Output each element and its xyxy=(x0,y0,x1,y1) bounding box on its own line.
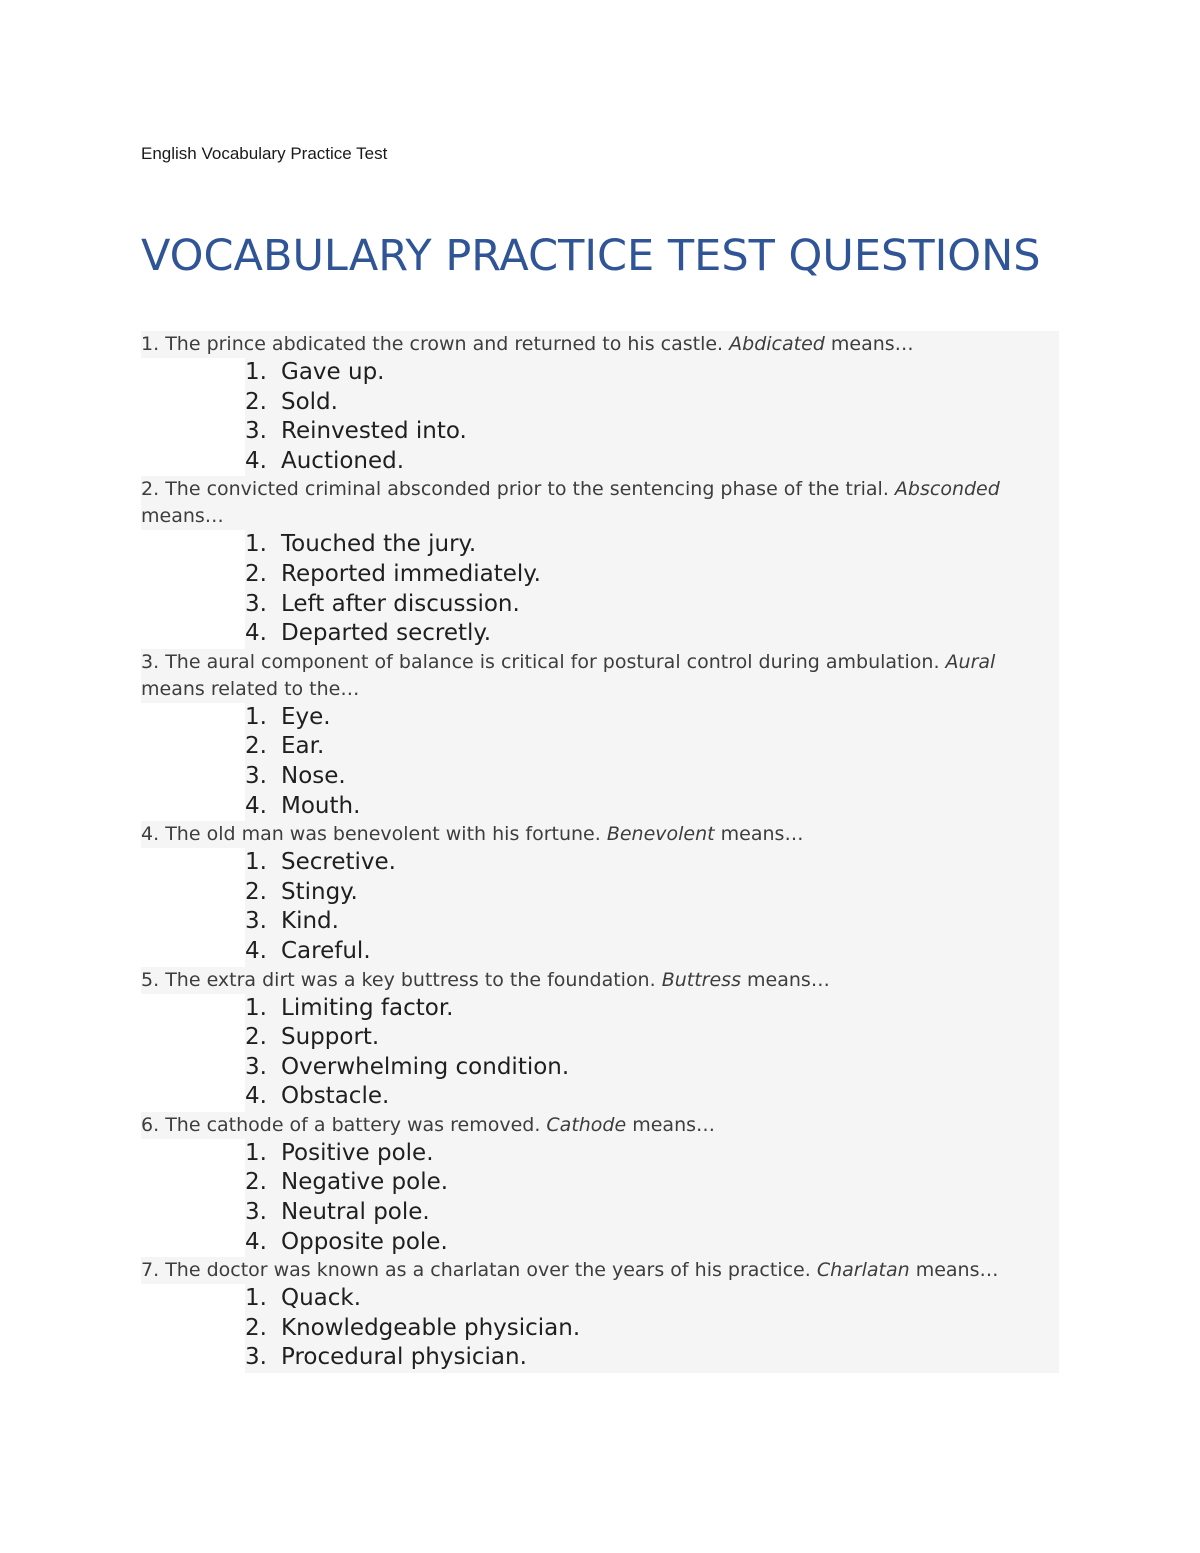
option-label: Ear. xyxy=(281,733,325,760)
option-label: Neutral pole. xyxy=(281,1199,430,1226)
question-prompt: means… xyxy=(830,333,914,355)
question-sentence: The aural component of balance is critical for postural control during ambulation. xyxy=(165,650,940,673)
question-block xyxy=(141,1257,1059,1373)
answer-options xyxy=(141,994,1059,1112)
question-number: 6. xyxy=(141,1113,160,1136)
vocabulary-term: Absconded xyxy=(894,478,1000,501)
questions-list xyxy=(141,331,1059,1373)
question-block xyxy=(141,649,1059,821)
answer-options xyxy=(141,1139,1059,1257)
question-sentence: The prince abdicated the crown and returned to his castle. xyxy=(165,333,724,355)
vocabulary-term: Charlatan xyxy=(816,1259,910,1282)
vocabulary-term: Abdicated xyxy=(729,333,825,355)
question-prompt: means… xyxy=(720,823,804,846)
option-number: 2. xyxy=(245,388,267,415)
question-number: 5. xyxy=(141,968,160,991)
answer-option xyxy=(245,1228,1059,1258)
answer-option xyxy=(245,1314,1059,1344)
question-block xyxy=(141,331,1059,476)
option-label: Positive pole. xyxy=(281,1139,434,1166)
question-prompt: means… xyxy=(632,1113,716,1136)
answer-option xyxy=(245,358,1059,388)
answer-option xyxy=(245,907,1059,937)
option-number: 1. xyxy=(245,359,267,385)
vocabulary-term: Benevolent xyxy=(606,823,715,846)
option-number: 1. xyxy=(245,531,267,558)
option-number: 3. xyxy=(245,1344,267,1371)
option-label: Reported immediately. xyxy=(281,560,541,587)
answer-option xyxy=(245,388,1059,418)
option-number: 4. xyxy=(245,447,267,474)
question-prompt: means related to the… xyxy=(141,677,360,700)
answer-option xyxy=(245,1082,1059,1112)
option-label: Left after discussion. xyxy=(281,590,520,617)
option-label: Negative pole. xyxy=(281,1169,449,1196)
answer-options xyxy=(141,358,1059,476)
option-label: Eye. xyxy=(281,703,331,730)
answer-option xyxy=(245,1343,1059,1373)
answer-option xyxy=(245,1198,1059,1228)
question-sentence: The cathode of a battery was removed. xyxy=(165,1113,541,1136)
option-label: Departed secretly. xyxy=(281,620,492,647)
question-text xyxy=(141,1112,1059,1139)
question-number: 1. xyxy=(141,333,160,355)
question-block xyxy=(141,821,1059,966)
question-number: 2. xyxy=(141,478,160,501)
answer-option xyxy=(245,1023,1059,1053)
answer-option xyxy=(245,703,1059,733)
question-text xyxy=(141,649,1059,703)
option-number: 1. xyxy=(245,1139,267,1166)
option-number: 3. xyxy=(245,418,267,445)
question-sentence: The old man was benevolent with his fortune. xyxy=(165,823,601,846)
question-text xyxy=(141,1257,1059,1284)
option-label: Opposite pole. xyxy=(281,1228,448,1255)
option-number: 2. xyxy=(245,1314,267,1341)
question-text xyxy=(141,331,1059,358)
question-number: 3. xyxy=(141,650,160,673)
option-number: 2. xyxy=(245,878,267,905)
option-label: Procedural physician. xyxy=(281,1344,527,1371)
option-label: Secretive. xyxy=(281,849,396,876)
answer-option xyxy=(245,1053,1059,1083)
answer-option xyxy=(245,447,1059,477)
option-label: Careful. xyxy=(281,937,371,964)
answer-option xyxy=(245,994,1059,1024)
question-sentence: The doctor was known as a charlatan over the years of his practice. xyxy=(165,1259,811,1282)
vocabulary-term: Aural xyxy=(945,650,996,673)
question-sentence: The extra dirt was a key buttress to the foundation. xyxy=(165,968,656,991)
answer-option xyxy=(245,937,1059,967)
question-block xyxy=(141,967,1059,1112)
option-number: 3. xyxy=(245,908,267,935)
document-header: English Vocabulary Practice Test xyxy=(141,144,388,163)
answer-option xyxy=(245,762,1059,792)
question-text xyxy=(141,476,1059,530)
vocabulary-term: Cathode xyxy=(546,1113,627,1136)
answer-option xyxy=(245,560,1059,590)
option-number: 4. xyxy=(245,1083,267,1110)
question-block xyxy=(141,1112,1059,1257)
question-prompt: means… xyxy=(915,1259,999,1282)
option-label: Stingy. xyxy=(281,878,358,905)
option-number: 1. xyxy=(245,1285,267,1312)
option-number: 2. xyxy=(245,560,267,587)
question-block xyxy=(141,476,1059,648)
option-number: 3. xyxy=(245,590,267,617)
option-number: 4. xyxy=(245,937,267,964)
answer-option xyxy=(245,848,1059,878)
option-number: 1. xyxy=(245,703,267,730)
option-label: Limiting factor. xyxy=(281,994,454,1021)
answer-option xyxy=(245,1284,1059,1314)
option-number: 4. xyxy=(245,1228,267,1255)
option-label: Sold. xyxy=(281,388,338,415)
answer-option xyxy=(245,1139,1059,1169)
answer-option xyxy=(245,1168,1059,1198)
answer-option xyxy=(245,619,1059,649)
option-label: Reinvested into. xyxy=(281,418,467,445)
answer-option xyxy=(245,732,1059,762)
question-number: 7. xyxy=(141,1259,160,1282)
option-label: Kind. xyxy=(281,908,339,935)
option-number: 4. xyxy=(245,792,267,819)
answer-options xyxy=(141,848,1059,966)
option-label: Mouth. xyxy=(281,792,361,819)
answer-option xyxy=(245,417,1059,447)
question-prompt: means… xyxy=(747,968,830,991)
question-sentence: The convicted criminal absconded prior to the sentencing phase of the trial. xyxy=(165,478,889,501)
question-number: 4. xyxy=(141,823,160,846)
option-label: Knowledgeable physician. xyxy=(281,1314,581,1341)
answer-option xyxy=(245,792,1059,822)
option-number: 4. xyxy=(245,620,267,647)
answer-option xyxy=(245,878,1059,908)
option-number: 1. xyxy=(245,849,267,876)
answer-options xyxy=(141,703,1059,821)
option-label: Gave up. xyxy=(281,359,385,385)
question-text xyxy=(141,967,1059,994)
option-number: 2. xyxy=(245,733,267,760)
option-number: 3. xyxy=(245,762,267,789)
answer-options xyxy=(141,530,1059,648)
question-prompt: means… xyxy=(141,505,224,528)
answer-option xyxy=(245,590,1059,620)
answer-option xyxy=(245,530,1059,560)
vocabulary-term: Buttress xyxy=(661,968,741,991)
option-number: 3. xyxy=(245,1053,267,1080)
option-label: Obstacle. xyxy=(281,1083,390,1110)
question-text xyxy=(141,821,1059,848)
option-label: Support. xyxy=(281,1024,380,1051)
option-number: 2. xyxy=(245,1169,267,1196)
option-label: Overwhelming condition. xyxy=(281,1053,570,1080)
option-number: 2. xyxy=(245,1024,267,1051)
option-label: Touched the jury. xyxy=(281,531,477,558)
option-label: Quack. xyxy=(281,1285,362,1312)
option-number: 1. xyxy=(245,994,267,1021)
answer-options xyxy=(141,1284,1059,1373)
page-title: VOCABULARY PRACTICE TEST QUESTIONS xyxy=(141,231,1041,281)
option-label: Nose. xyxy=(281,762,346,789)
option-number: 3. xyxy=(245,1199,267,1226)
option-label: Auctioned. xyxy=(281,447,405,474)
